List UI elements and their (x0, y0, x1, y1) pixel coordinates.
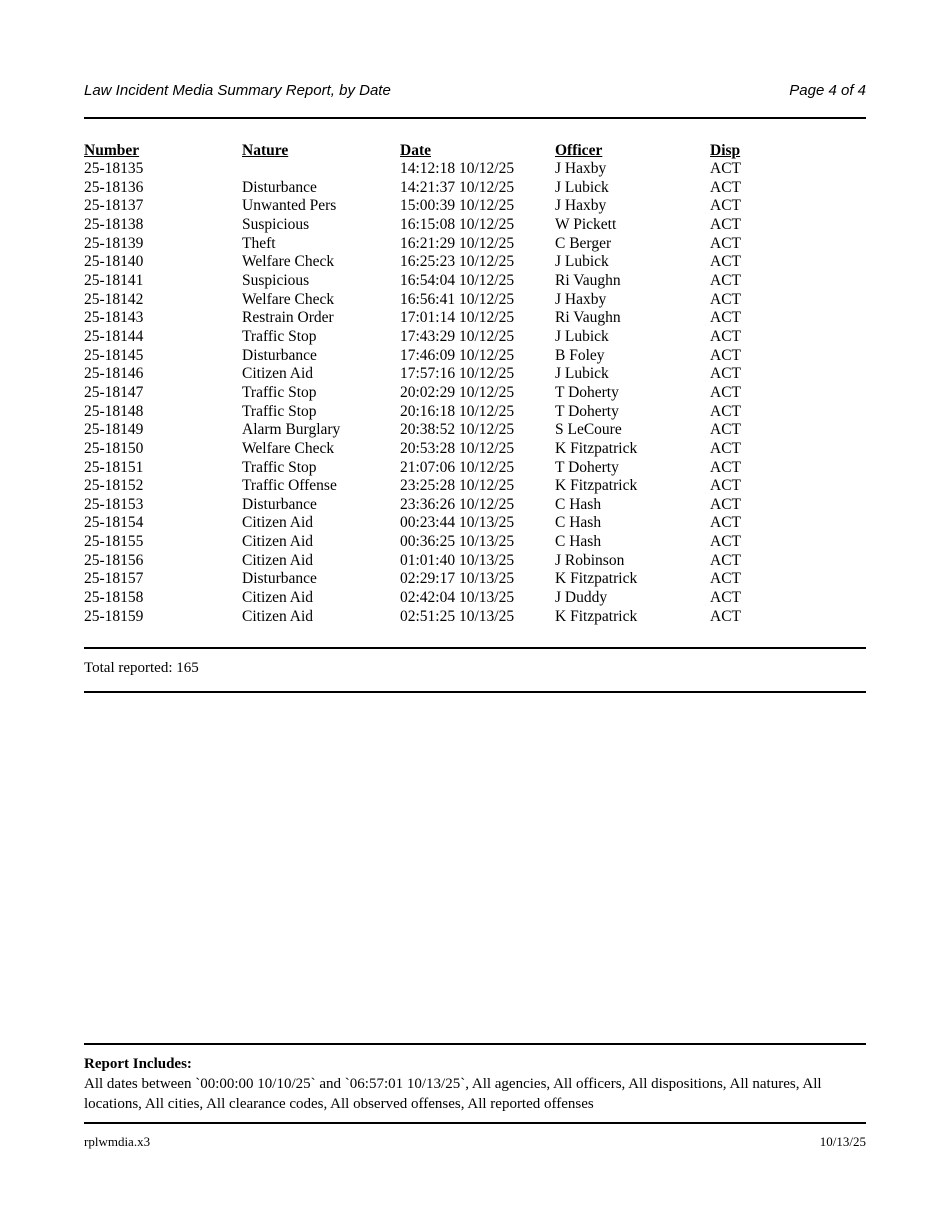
table-row (84, 570, 866, 589)
cell-disposition: ACT (710, 253, 741, 271)
table-row (84, 496, 866, 515)
cell-date: 21:07:06 10/12/25 (400, 458, 515, 476)
header-rule (84, 117, 866, 119)
cell-nature: Citizen Aid (242, 514, 314, 532)
cell-officer: C Hash (555, 533, 602, 551)
table-row (84, 309, 866, 328)
cell-incident-number: 25-18151 (84, 458, 144, 476)
cell-nature: Citizen Aid (242, 533, 314, 551)
column-header-nature: Nature (242, 142, 289, 159)
table-row (84, 608, 866, 627)
cell-disposition: ACT (710, 439, 741, 457)
table-body (84, 160, 866, 626)
cell-officer: Ri Vaughn (555, 309, 621, 327)
cell-nature: Unwanted Pers (242, 197, 337, 215)
cell-incident-number: 25-18153 (84, 495, 144, 513)
cell-officer: J Haxby (555, 197, 607, 215)
cell-officer: C Hash (555, 495, 602, 513)
cell-incident-number: 25-18150 (84, 439, 144, 457)
cell-officer: W Pickett (555, 215, 617, 233)
cell-nature: Citizen Aid (242, 365, 314, 383)
table-row (84, 216, 866, 235)
column-header-number: Number (84, 142, 140, 159)
column-header-disp: Disp (710, 142, 741, 159)
cell-disposition: ACT (710, 271, 741, 289)
cell-date: 16:25:23 10/12/25 (400, 253, 515, 271)
cell-nature: Suspicious (242, 215, 310, 233)
cell-incident-number: 25-18156 (84, 551, 144, 569)
summary-bottom-rule (84, 691, 866, 693)
report-includes-top-rule (84, 1043, 866, 1045)
table-row (84, 421, 866, 440)
cell-nature: Welfare Check (242, 253, 335, 271)
cell-officer: T Doherty (555, 383, 619, 401)
cell-incident-number: 25-18152 (84, 477, 144, 495)
cell-date: 16:56:41 10/12/25 (400, 290, 515, 308)
cell-date: 23:25:28 10/12/25 (400, 477, 515, 495)
cell-disposition: ACT (710, 589, 741, 607)
cell-officer: S LeCoure (555, 421, 622, 439)
table-row (84, 197, 866, 216)
incident-table (84, 141, 866, 626)
cell-disposition: ACT (710, 570, 741, 588)
cell-date: 14:21:37 10/12/25 (400, 178, 515, 196)
table-row (84, 384, 866, 403)
cell-disposition: ACT (710, 402, 741, 420)
column-header-officer: Officer (555, 142, 603, 159)
cell-nature: Suspicious (242, 271, 310, 289)
cell-disposition: ACT (710, 215, 741, 233)
page-header (84, 83, 866, 99)
cell-date: 00:23:44 10/13/25 (400, 514, 515, 532)
cell-nature: Welfare Check (242, 290, 335, 308)
cell-disposition: ACT (710, 477, 741, 495)
cell-date: 02:51:25 10/13/25 (400, 607, 515, 625)
cell-officer: T Doherty (555, 402, 619, 420)
cell-date: 16:15:08 10/12/25 (400, 215, 515, 233)
cell-incident-number: 25-18138 (84, 215, 144, 233)
cell-date: 20:16:18 10/12/25 (400, 402, 515, 420)
cell-officer: J Lubick (555, 365, 609, 383)
cell-nature: Welfare Check (242, 439, 335, 457)
cell-date: 16:54:04 10/12/25 (400, 271, 515, 289)
table-row (84, 347, 866, 366)
cell-disposition: ACT (710, 197, 741, 215)
table-row (84, 253, 866, 272)
cell-incident-number: 25-18135 (84, 160, 144, 177)
table-row (84, 179, 866, 198)
page-footer (84, 1134, 866, 1150)
cell-disposition: ACT (710, 607, 741, 625)
cell-date: 17:46:09 10/12/25 (400, 346, 515, 364)
cell-nature: Citizen Aid (242, 551, 314, 569)
cell-nature: Citizen Aid (242, 607, 314, 625)
cell-date: 17:57:16 10/12/25 (400, 365, 515, 383)
cell-incident-number: 25-18142 (84, 290, 144, 308)
cell-disposition: ACT (710, 327, 741, 345)
cell-officer: J Robinson (555, 551, 625, 569)
cell-date: 02:29:17 10/13/25 (400, 570, 515, 588)
table-row (84, 514, 866, 533)
cell-incident-number: 25-18137 (84, 197, 144, 215)
cell-officer: B Foley (555, 346, 605, 364)
table-row (84, 272, 866, 291)
cell-nature: Traffic Stop (242, 383, 317, 401)
cell-nature: Disturbance (242, 570, 317, 588)
cell-disposition: ACT (710, 551, 741, 569)
footer-date: 10/13/25 (819, 1134, 866, 1149)
cell-disposition: ACT (710, 290, 741, 308)
report-title: Law Incident Media Summary Report, by Date (84, 82, 391, 99)
table-row (84, 552, 866, 571)
cell-disposition: ACT (710, 495, 741, 513)
cell-incident-number: 25-18154 (84, 514, 144, 532)
cell-officer: J Haxby (555, 290, 607, 308)
cell-date: 15:00:39 10/12/25 (400, 197, 515, 215)
cell-incident-number: 25-18157 (84, 570, 144, 588)
cell-date: 20:38:52 10/12/25 (400, 421, 515, 439)
cell-date: 23:36:26 10/12/25 (400, 495, 515, 513)
cell-disposition: ACT (710, 533, 741, 551)
cell-nature: Traffic Stop (242, 402, 317, 420)
table-row (84, 589, 866, 608)
cell-officer: T Doherty (555, 458, 619, 476)
table-row (84, 459, 866, 478)
cell-officer: J Duddy (555, 589, 608, 607)
cell-nature: Alarm Burglary (242, 421, 341, 439)
cell-date: 20:53:28 10/12/25 (400, 439, 515, 457)
cell-incident-number: 25-18143 (84, 309, 144, 327)
cell-incident-number: 25-18145 (84, 346, 144, 364)
cell-disposition: ACT (710, 346, 741, 364)
cell-date: 01:01:40 10/13/25 (400, 551, 515, 569)
cell-disposition: ACT (710, 421, 741, 439)
cell-incident-number: 25-18140 (84, 253, 144, 271)
table-row (84, 291, 866, 310)
cell-nature: Traffic Stop (242, 458, 317, 476)
cell-nature: Traffic Offense (242, 477, 337, 495)
cell-nature: Disturbance (242, 495, 317, 513)
table-header-row (84, 141, 866, 160)
cell-date: 17:01:14 10/12/25 (400, 309, 515, 327)
table-row (84, 365, 866, 384)
cell-officer: C Hash (555, 514, 602, 532)
table-row (84, 403, 866, 422)
cell-officer: J Haxby (555, 160, 607, 177)
cell-disposition: ACT (710, 178, 741, 196)
cell-nature: Disturbance (242, 178, 317, 196)
table-row (84, 160, 866, 179)
table-row (84, 328, 866, 347)
cell-nature: Restrain Order (242, 309, 334, 327)
footer-rule (84, 1122, 866, 1124)
cell-incident-number: 25-18141 (84, 271, 144, 289)
total-reported: Total reported: 165 (84, 660, 199, 676)
cell-disposition: ACT (710, 383, 741, 401)
cell-officer: Ri Vaughn (555, 271, 621, 289)
cell-date: 14:12:18 10/12/25 (400, 160, 515, 177)
column-header-date: Date (400, 142, 431, 159)
cell-incident-number: 25-18155 (84, 533, 144, 551)
cell-officer: J Lubick (555, 327, 609, 345)
footer-report-id: rplwmdia.x3 (84, 1134, 151, 1149)
cell-incident-number: 25-18144 (84, 327, 144, 345)
report-includes-heading: Report Includes: (84, 1056, 192, 1072)
cell-disposition: ACT (710, 160, 741, 177)
cell-disposition: ACT (710, 309, 741, 327)
cell-nature: Citizen Aid (242, 589, 314, 607)
report-includes-body: All dates between `00:00:00 10/10/25` and `06:57:01 10/13/25`, All agencies, All officers, All dispositions, All natures, All locations, All cities, All clearance codes, All observed offenses, All reported offenses (84, 1076, 822, 1112)
cell-nature: Traffic Stop (242, 327, 317, 345)
cell-incident-number: 25-18149 (84, 421, 144, 439)
cell-incident-number: 25-18139 (84, 234, 144, 252)
table-bottom-rule (84, 647, 866, 649)
cell-incident-number: 25-18136 (84, 178, 144, 196)
cell-date: 17:43:29 10/12/25 (400, 327, 515, 345)
cell-nature: Disturbance (242, 346, 317, 364)
cell-disposition: ACT (710, 234, 741, 252)
cell-nature (242, 160, 400, 179)
cell-officer: K Fitzpatrick (555, 477, 638, 495)
cell-date: 16:21:29 10/12/25 (400, 234, 515, 252)
cell-date: 02:42:04 10/13/25 (400, 589, 515, 607)
table-row (84, 477, 866, 496)
cell-disposition: ACT (710, 514, 741, 532)
cell-officer: C Berger (555, 234, 612, 252)
cell-nature: Theft (242, 234, 276, 252)
cell-officer: K Fitzpatrick (555, 570, 638, 588)
cell-officer: J Lubick (555, 178, 609, 196)
cell-incident-number: 25-18158 (84, 589, 144, 607)
cell-officer: J Lubick (555, 253, 609, 271)
cell-incident-number: 25-18146 (84, 365, 144, 383)
cell-disposition: ACT (710, 458, 741, 476)
cell-officer: K Fitzpatrick (555, 439, 638, 457)
cell-date: 20:02:29 10/12/25 (400, 383, 515, 401)
table-row (84, 533, 866, 552)
cell-date: 00:36:25 10/13/25 (400, 533, 515, 551)
table-row (84, 440, 866, 459)
page-number: Page 4 of 4 (789, 82, 866, 99)
cell-incident-number: 25-18147 (84, 383, 144, 401)
cell-incident-number: 25-18148 (84, 402, 144, 420)
table-row (84, 235, 866, 254)
cell-disposition: ACT (710, 365, 741, 383)
cell-incident-number: 25-18159 (84, 607, 144, 625)
cell-officer: K Fitzpatrick (555, 607, 638, 625)
